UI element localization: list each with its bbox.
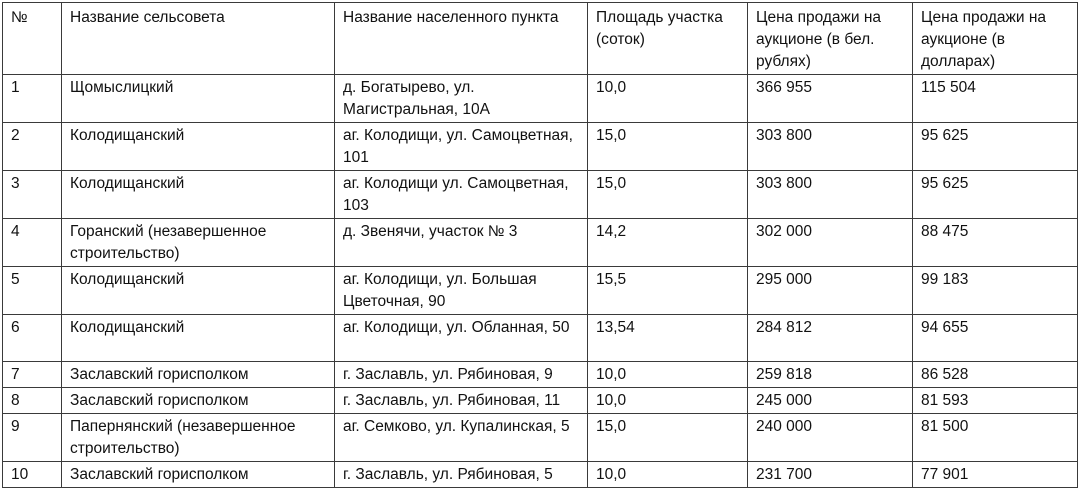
cell-area: 15,5 bbox=[588, 267, 748, 315]
cell-number: 1 bbox=[3, 75, 62, 123]
cell-price-usd: 95 625 bbox=[913, 171, 1078, 219]
cell-council: Щомыслицкий bbox=[62, 75, 335, 123]
cell-area: 15,0 bbox=[588, 414, 748, 462]
cell-council: Папернянский (незавершенное строительство) bbox=[62, 414, 335, 462]
land-auction-table bbox=[2, 2, 1078, 488]
cell-area: 10,0 bbox=[588, 462, 748, 488]
cell-settlement: аг. Семково, ул. Купалинская, 5 bbox=[335, 414, 588, 462]
cell-number: 6 bbox=[3, 315, 62, 362]
cell-council: Колодищанский bbox=[62, 123, 335, 171]
cell-price-byr: 259 818 bbox=[748, 362, 913, 388]
cell-price-byr: 295 000 bbox=[748, 267, 913, 315]
table-row bbox=[3, 219, 1078, 267]
cell-area: 10,0 bbox=[588, 388, 748, 414]
table-row bbox=[3, 123, 1078, 171]
cell-settlement: аг. Колодищи, ул. Самоцветная, 101 bbox=[335, 123, 588, 171]
cell-settlement: г. Заславль, ул. Рябиновая, 9 bbox=[335, 362, 588, 388]
cell-council: Заславский горисполком bbox=[62, 362, 335, 388]
table-row bbox=[3, 171, 1078, 219]
cell-price-usd: 81 500 bbox=[913, 414, 1078, 462]
cell-council: Колодищанский bbox=[62, 267, 335, 315]
cell-settlement: аг. Колодищи, ул. Большая Цветочная, 90 bbox=[335, 267, 588, 315]
cell-area: 10,0 bbox=[588, 75, 748, 123]
cell-price-usd: 94 655 bbox=[913, 315, 1078, 362]
cell-council: Горанский (незавершенное строительство) bbox=[62, 219, 335, 267]
cell-area: 15,0 bbox=[588, 123, 748, 171]
cell-settlement: д. Богатырево, ул. Магистральная, 10А bbox=[335, 75, 588, 123]
cell-number: 3 bbox=[3, 171, 62, 219]
table-row bbox=[3, 267, 1078, 315]
cell-price-byr: 366 955 bbox=[748, 75, 913, 123]
cell-number: 8 bbox=[3, 388, 62, 414]
table-row bbox=[3, 362, 1078, 388]
table-row bbox=[3, 75, 1078, 123]
cell-area: 14,2 bbox=[588, 219, 748, 267]
cell-price-usd: 81 593 bbox=[913, 388, 1078, 414]
cell-settlement: аг. Колодищи ул. Самоцветная, 103 bbox=[335, 171, 588, 219]
cell-price-usd: 99 183 bbox=[913, 267, 1078, 315]
cell-settlement: г. Заславль, ул. Рябиновая, 5 bbox=[335, 462, 588, 488]
table-header bbox=[3, 3, 1078, 75]
table-row bbox=[3, 414, 1078, 462]
header-price-byr: Цена продажи на аукционе (в бел. рублях) bbox=[748, 3, 913, 75]
cell-number: 2 bbox=[3, 123, 62, 171]
cell-price-byr: 240 000 bbox=[748, 414, 913, 462]
cell-area: 15,0 bbox=[588, 171, 748, 219]
cell-price-usd: 77 901 bbox=[913, 462, 1078, 488]
cell-number: 7 bbox=[3, 362, 62, 388]
cell-price-usd: 86 528 bbox=[913, 362, 1078, 388]
cell-price-byr: 245 000 bbox=[748, 388, 913, 414]
cell-number: 10 bbox=[3, 462, 62, 488]
cell-settlement: г. Заславль, ул. Рябиновая, 11 bbox=[335, 388, 588, 414]
cell-price-byr: 303 800 bbox=[748, 171, 913, 219]
table-body bbox=[3, 75, 1078, 488]
table-row bbox=[3, 462, 1078, 488]
cell-price-usd: 88 475 bbox=[913, 219, 1078, 267]
cell-council: Заславский горисполком bbox=[62, 462, 335, 488]
cell-settlement: аг. Колодищи, ул. Обланная, 50 bbox=[335, 315, 588, 362]
cell-settlement: д. Звенячи, участок № 3 bbox=[335, 219, 588, 267]
header-number: № bbox=[3, 3, 62, 75]
cell-price-byr: 231 700 bbox=[748, 462, 913, 488]
header-row bbox=[3, 3, 1078, 75]
cell-price-byr: 303 800 bbox=[748, 123, 913, 171]
header-settlement-name: Название населенного пункта bbox=[335, 3, 588, 75]
cell-price-usd: 115 504 bbox=[913, 75, 1078, 123]
cell-price-byr: 284 812 bbox=[748, 315, 913, 362]
cell-number: 9 bbox=[3, 414, 62, 462]
header-price-usd: Цена продажи на аукционе (в долларах) bbox=[913, 3, 1078, 75]
cell-council: Колодищанский bbox=[62, 315, 335, 362]
cell-area: 10,0 bbox=[588, 362, 748, 388]
table-row bbox=[3, 388, 1078, 414]
cell-number: 5 bbox=[3, 267, 62, 315]
header-council-name: Название сельсовета bbox=[62, 3, 335, 75]
cell-council: Заславский горисполком bbox=[62, 388, 335, 414]
cell-council: Колодищанский bbox=[62, 171, 335, 219]
cell-area: 13,54 bbox=[588, 315, 748, 362]
header-plot-area: Площадь участка (соток) bbox=[588, 3, 748, 75]
table-row bbox=[3, 315, 1078, 362]
cell-price-byr: 302 000 bbox=[748, 219, 913, 267]
cell-price-usd: 95 625 bbox=[913, 123, 1078, 171]
cell-number: 4 bbox=[3, 219, 62, 267]
